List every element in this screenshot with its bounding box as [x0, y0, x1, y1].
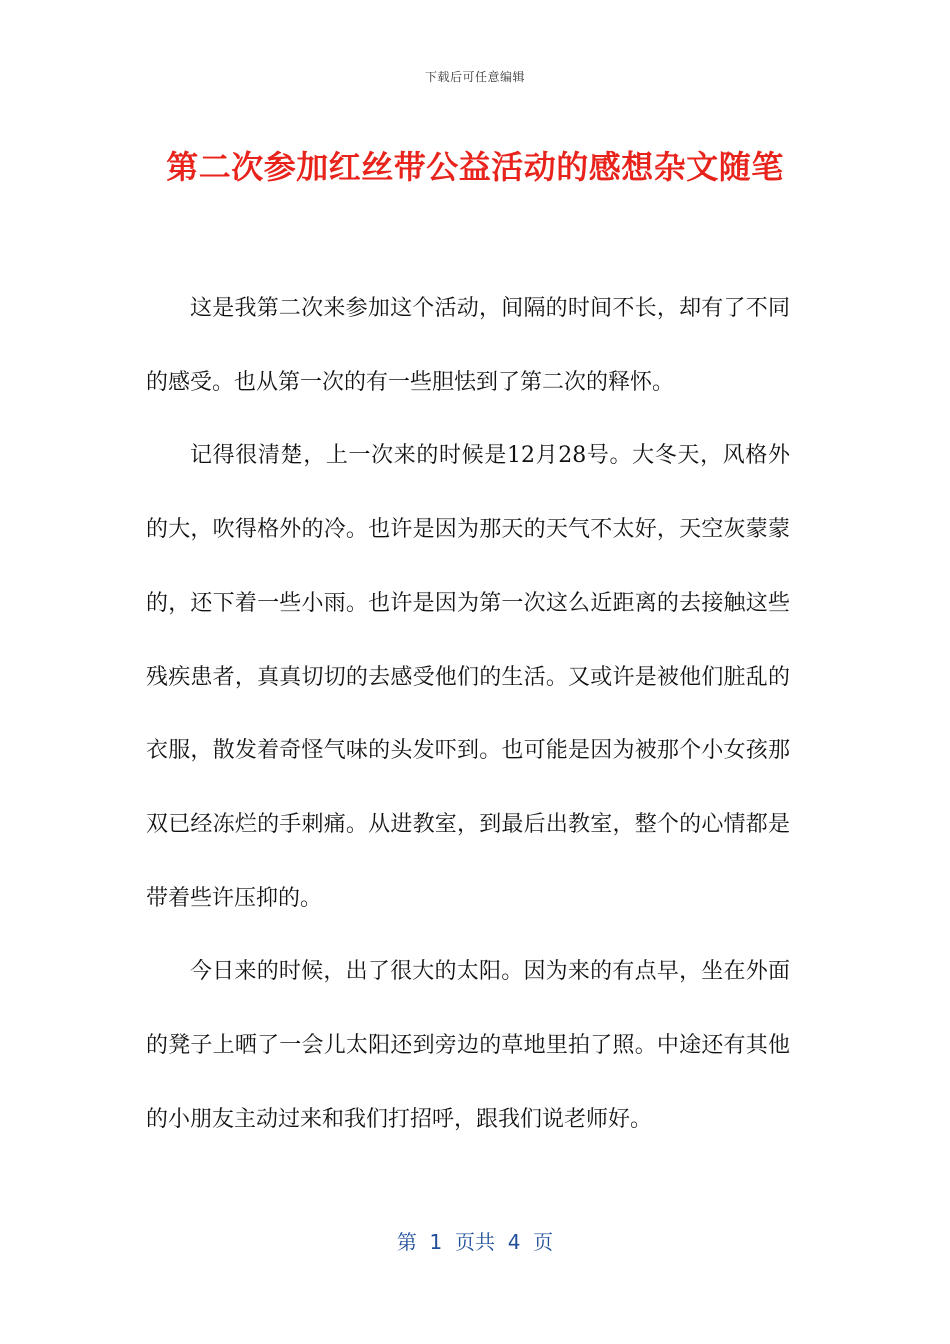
paragraph-1: 这是我第二次来参加这个活动，间隔的时间不长，却有了不同的感受。也从第一次的有一些胆怯到了第二次的释怀。 — [146, 296, 790, 395]
document-body — [146, 272, 790, 1156]
paragraph-3: 今日来的时候，出了很大的太阳。因为来的有点早，坐在外面的凳子上晒了一会儿太阳还到旁边的草地里拍了照。中途还有其他的小朋友主动过来和我们打招呼，跟我们说老师好。 — [146, 959, 790, 1132]
page-number-footer: 第 1 页共 4 页 — [396, 1230, 554, 1254]
paragraph-2: 记得很清楚，上一次来的时候是12月28号。大冬天，风格外的大，吹得格外的冷。也许是因为那天的天气不太好，天空灰蒙蒙的，还下着一些小雨。也许是因为第一次这么近距离的去接触这些残疾患者，真真切切的去感受他们的生活。又或许是被他们脏乱的衣服，散发着奇怪气味的头发吓到。也可能是因为被那个小女孩那双已经冻烂的手刺痛。从进教室，到最后出教室，整个的心情都是带着些许压抑的。 — [146, 443, 790, 911]
document-title: 第二次参加红丝带公益活动的感想杂文随笔 — [166, 148, 784, 186]
header-note: 下载后可任意编辑 — [424, 70, 525, 84]
